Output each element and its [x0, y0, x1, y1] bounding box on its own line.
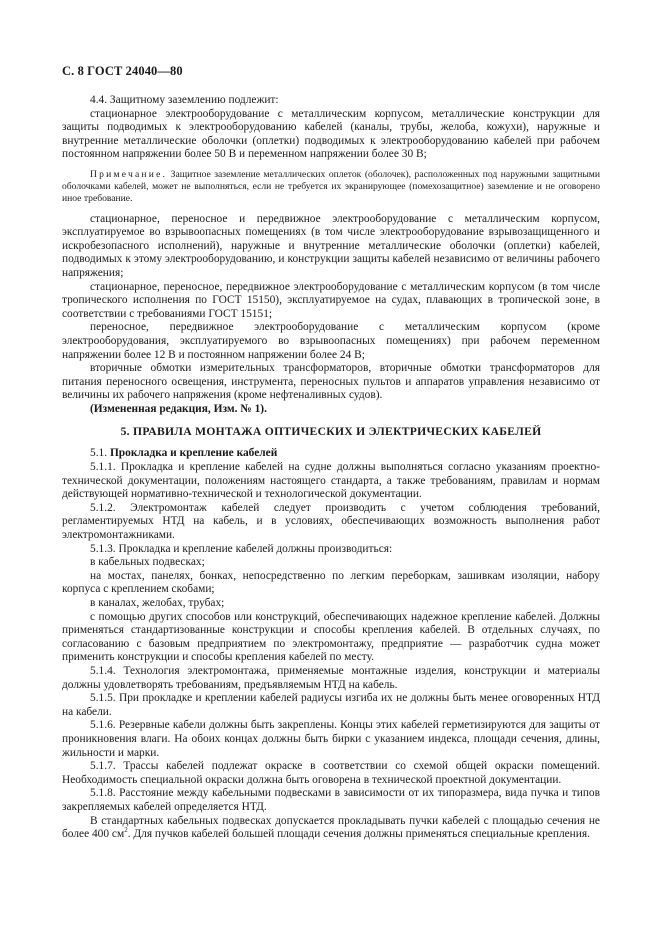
standard-hangers-text-b: . Для пучков кабелей большей площади сечения должны применяться специальные крепления. [127, 828, 590, 841]
paragraph-stationary-metal: стационарное электрооборудование с металлическим корпусом, металлические конструкции для защиты подводимых к электрооборудованию кабелей (каналы, трубы, желоба, кожухи), наружные и внутренние металлические оболочки (оплетки) подводимых к электрооборудованию кабелей при рабочем постоянном напряжении более 50 В и переменном напряжении более 30 В; [62, 107, 600, 161]
revision-note: (Измененная редакция, Изм. № 1). [90, 402, 267, 415]
clause-5-1-3: 5.1.3. Прокладка и крепление кабелей должны производиться: [90, 542, 393, 555]
clause-5-1-7: 5.1.7. Трассы кабелей подлежат окраске в соответствии со схемой общей окраски помещений. Необходимость специальной окраски должна быть оговорена в технической проектной документации. [62, 760, 600, 786]
clause-5-1-5: 5.1.5. При прокладке и креплении кабелей радиусы изгиба их не должны быть менее оговоренных НТД на кабели. [62, 692, 600, 718]
paragraph-explosion-proof: стационарное, переносное и передвижное электрооборудование с металлическим корпусом, эксплуатируемое во взрывоопасных помещениях (в том числе электрооборудование взрывозащищенного и искробезопасного исполнений), наружные и внутренние металлические оболочки (оплетки) кабелей, подводимых к этому электрооборудованию, и конструкции защиты кабелей независимо от величины рабочего напряжения; [62, 212, 600, 279]
list-item-other-methods: с помощью других способов или конструкций, обеспечивающих надежное крепление кабелей. Должны применяться стандартизованные конструкции и способы крепления кабелей. В отдельных случаях, по согласованию с базовым предприятием по электромонтажу, предприятие — разработчик судна может применить конструкции и способы крепления кабелей по месту. [62, 610, 600, 664]
clause-4-4: 4.4. Защитному заземлению подлежит: [90, 94, 279, 106]
clause-5-1-4: 5.1.4. Технология электромонтажа, применяемые монтажные изделия, конструкции и материалы должны удовлетворять требованиям, предъявляемым НТД на кабель. [62, 664, 600, 691]
section-5-title: 5. ПРАВИЛА МОНТАЖА ОПТИЧЕСКИХ И ЭЛЕКТРИЧЕСКИХ КАБЕЛЕЙ [120, 425, 542, 439]
list-item-channels: в каналах, желобах, трубах; [90, 597, 225, 610]
paragraph-secondary: вторичные обмотки измерительных трансформаторов, вторичные обмотки трансформаторов для питания переносного освещения, инструмента, переносных пультов и аппаратов управления независимо от величины их рабочего напряжения (кроме нефтеналивных судов). [62, 362, 600, 402]
note-paragraph [62, 169, 600, 206]
document-page [62, 64, 600, 842]
clause-5-1-8: 5.1.8. Расстояние между кабельными подвесками в зависимости от их типоразмера, вида пучка и типов закрепляемых кабелей определяется НТД. [62, 787, 600, 813]
clause-5-1-number: 5.1. [90, 447, 110, 460]
list-item-bridges: на мостах, панелях, бонках, непосредственно по легким переборкам, зашивкам изоляции, набору корпуса с креплением скобами; [62, 569, 600, 596]
paragraph-tropical: стационарное, переносное, передвижное электрооборудование с металлическим корпусом (в том числе тропического исполнения по ГОСТ 15150), эксплуатируемое на судах, плавающих в тропической зоне, в соответствии с требованиями ГОСТ 15151; [62, 280, 600, 320]
note-text: Защитное заземление металлических оплеток (оболочек), расположенных под наружными защитными оболочками кабелей, может не выполняться, если не требуется их экранирующее (помехозащитное) заземление и не оговорено иное требование. [62, 168, 600, 205]
clause-5-1-1: 5.1.1. Прокладка и крепление кабелей на судне должны выполняться согласно указаниям проектно-технической документации, положениям настоящего стандарта, а также требованиям, правилам и нормам действующей нормативно-технической и технологической документации. [62, 461, 600, 501]
page-header: С. 8 ГОСТ 24040—80 [62, 64, 183, 78]
note-label: Примечание. [90, 168, 168, 180]
clause-5-1 [62, 447, 600, 461]
paragraph-portable: переносное, передвижное электрооборудование с металлическим корпусом (кроме электрооборудования, эксплуатируемого во взрывоопасных помещениях) при рабочем переменном напряжении более 12 В и постоянном напряжении более 24 В; [62, 321, 600, 361]
clause-5-1-2: 5.1.2. Электромонтаж кабелей следует производить с учетом соблюдения требований, регламентируемых НТД на кабель, и в условиях, обеспечивающих возможность выполнения работ электромонтажниками. [62, 501, 600, 542]
clause-5-1-6: 5.1.6. Резервные кабели должны быть закреплены. Концы этих кабелей герметизируются для защиты от проникновения влаги. На обоих концах должны быть бирки с указанием индекса, площади сечения, длины, жильности и марки. [62, 719, 600, 759]
list-item-hangers: в кабельных подвесках; [90, 556, 205, 569]
superscript-2: 2 [124, 826, 128, 835]
paragraph-standard-hangers [62, 815, 600, 842]
clause-5-1-title: Прокладка и крепление кабелей [109, 447, 278, 460]
standard-hangers-text-a: В стандартных кабельных подвесках допускается прокладывать пучки кабелей с площадью сечения не более 400 см [62, 814, 600, 841]
